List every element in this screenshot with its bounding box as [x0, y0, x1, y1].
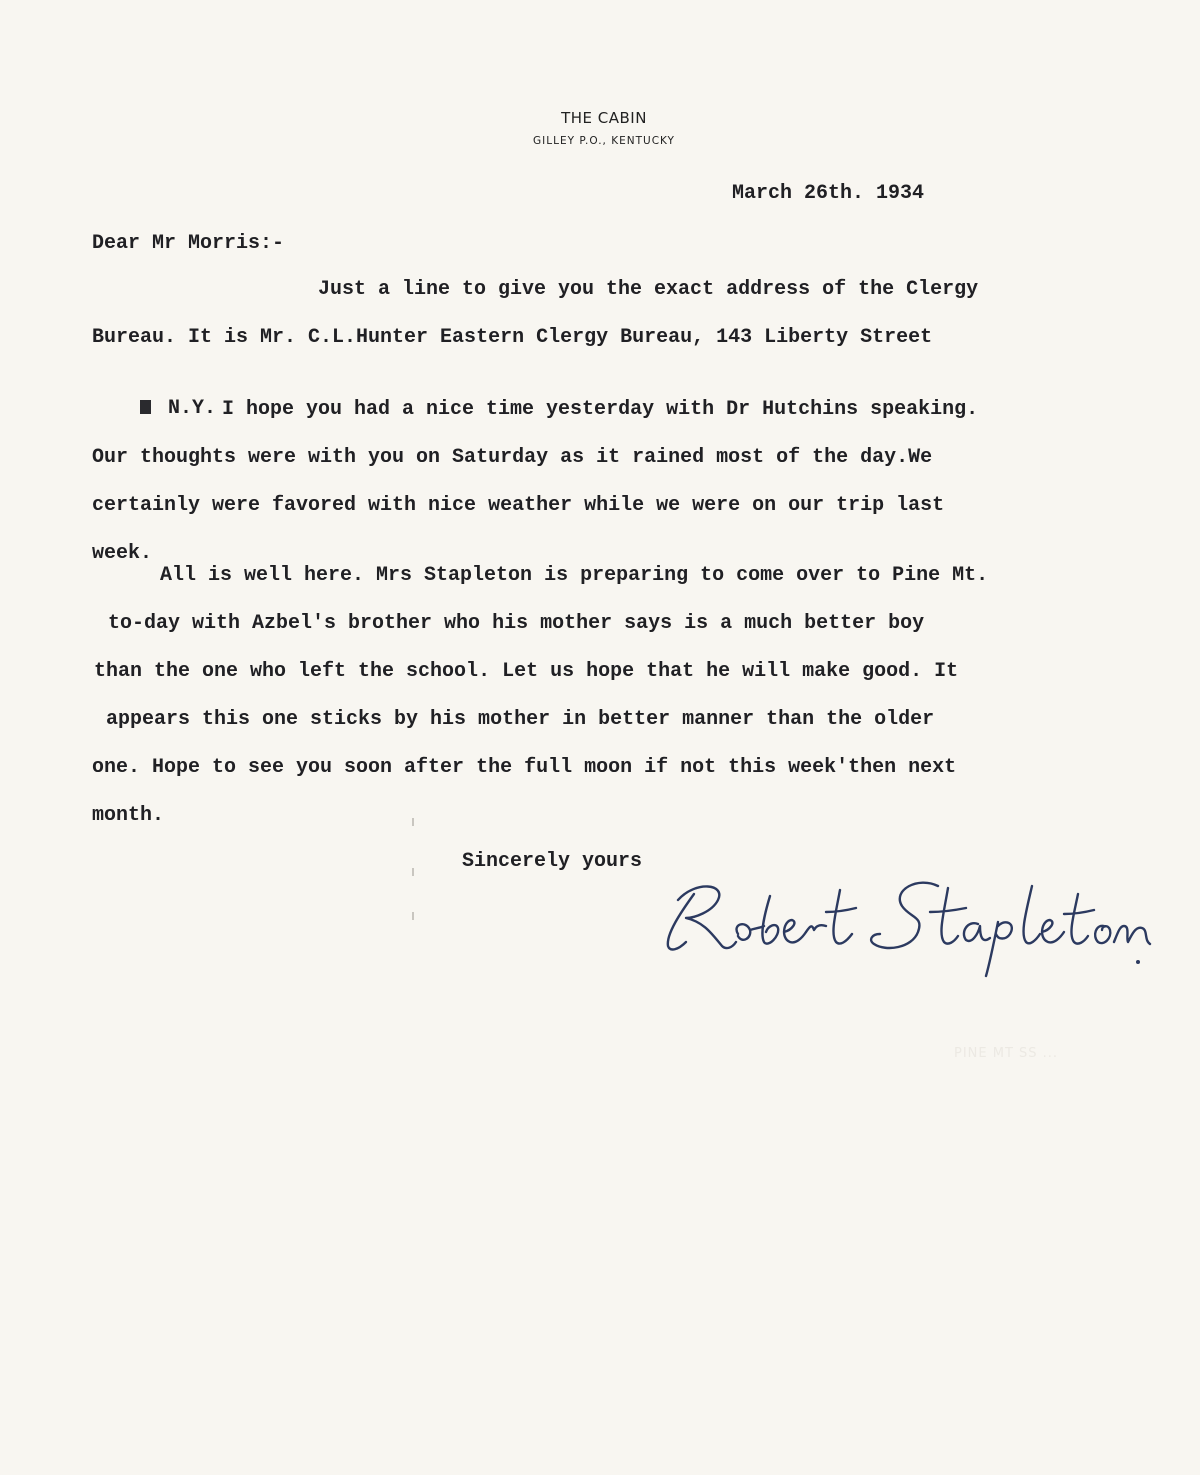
body-line: Bureau. It is Mr. C.L.Hunter Eastern Clergy Bureau, 143 Liberty Street	[92, 326, 933, 349]
letterhead-address: GILLEY P.O., KENTUCKY	[533, 135, 675, 147]
signature	[656, 872, 1166, 982]
paper-mark	[412, 818, 414, 826]
body-line: Just a line to give you the exact address of the Clergy	[318, 278, 979, 301]
body-line: Our thoughts were with you on Saturday as it rained most of the day.We	[92, 446, 933, 469]
body-line: certainly were favored with nice weather while we were on our trip last	[92, 494, 945, 517]
paper-mark	[412, 868, 414, 876]
archive-watermark: PINE MT SS ...	[954, 1046, 1059, 1061]
letterhead	[0, 108, 1200, 147]
struck-character-mark	[140, 400, 151, 414]
closing: Sincerely yours	[462, 850, 643, 873]
body-line: one. Hope to see you soon after the full moon if not this week'then next	[92, 756, 957, 779]
body-line: I hope you had a nice time yesterday with Dr Hutchins speaking.	[222, 398, 979, 421]
paper-mark	[412, 912, 414, 920]
body-line	[92, 374, 216, 443]
body-line: All is well here. Mrs Stapleton is preparing to come over to Pine Mt.	[160, 564, 989, 587]
body-line: than the one who left the school. Let us hope that he will make good. It	[94, 660, 959, 683]
body-line: week.	[92, 542, 153, 565]
body-line: month.	[92, 804, 165, 827]
salutation: Dear Mr Morris:-	[92, 232, 285, 255]
body-line: to-day with Azbel's brother who his mother says is a much better boy	[108, 612, 925, 635]
letter-date: March 26th. 1934	[732, 182, 925, 205]
body-line: appears this one sticks by his mother in better manner than the older	[106, 708, 935, 731]
letterhead-name: THE CABIN	[561, 109, 647, 127]
body-line-text: N.Y.	[168, 397, 217, 420]
